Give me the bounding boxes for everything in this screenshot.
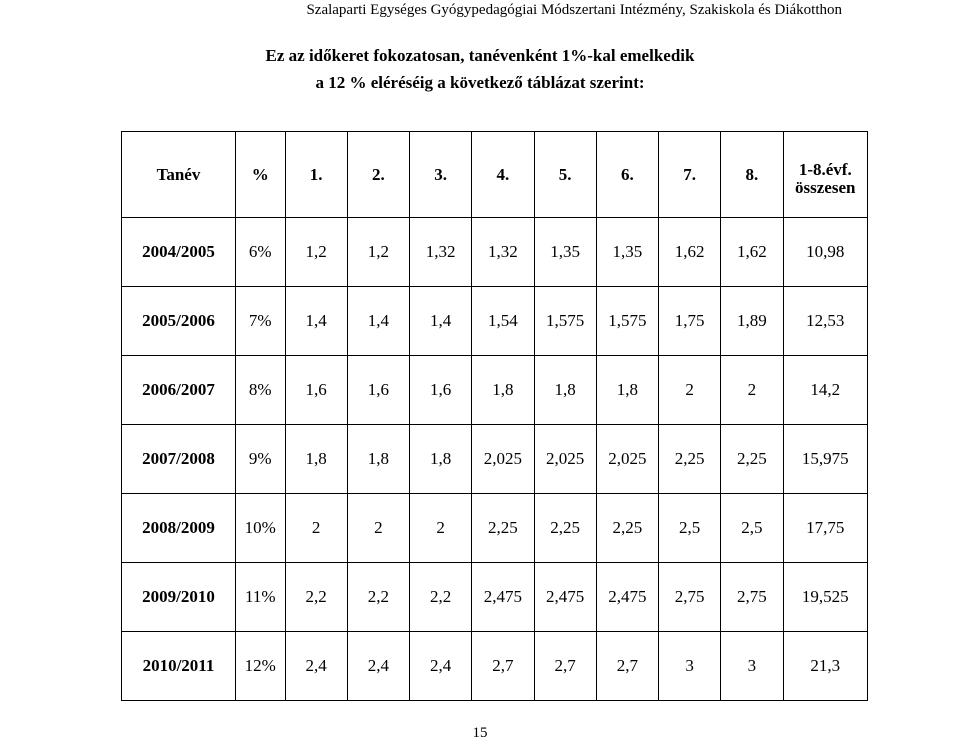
percent-cell: 7% (235, 287, 285, 356)
value-cell: 2,4 (410, 632, 472, 701)
table-row (122, 632, 868, 701)
total-cell: 17,75 (783, 494, 867, 563)
intro-text (0, 42, 960, 96)
intro-line-1: Ez az időkeret fokozatosan, tanévenként 1%-kal emelkedik (265, 46, 695, 65)
value-cell: 1,4 (410, 287, 472, 356)
value-cell: 2 (410, 494, 472, 563)
value-cell: 2,4 (285, 632, 347, 701)
value-cell: 1,4 (285, 287, 347, 356)
value-cell: 2,5 (721, 494, 783, 563)
header-total-line-2: összesen (795, 177, 856, 197)
total-cell: 21,3 (783, 632, 867, 701)
header-cell: 2. (347, 132, 409, 218)
value-cell: 1,2 (285, 218, 347, 287)
value-cell: 2,475 (596, 563, 658, 632)
value-cell: 1,6 (410, 356, 472, 425)
percent-cell: 10% (235, 494, 285, 563)
total-cell: 10,98 (783, 218, 867, 287)
value-cell: 2,2 (347, 563, 409, 632)
header-cell: 1. (285, 132, 347, 218)
value-cell: 1,6 (347, 356, 409, 425)
value-cell: 3 (659, 632, 721, 701)
year-cell: 2007/2008 (122, 425, 236, 494)
value-cell: 1,75 (659, 287, 721, 356)
value-cell: 2,025 (472, 425, 534, 494)
total-cell: 19,525 (783, 563, 867, 632)
table-row (122, 218, 868, 287)
header-total-line-1: 1-8.évf. (798, 159, 852, 179)
value-cell: 1,2 (347, 218, 409, 287)
total-cell: 14,2 (783, 356, 867, 425)
total-cell: 12,53 (783, 287, 867, 356)
header-cell: 6. (596, 132, 658, 218)
value-cell: 2,25 (596, 494, 658, 563)
value-cell: 2,2 (410, 563, 472, 632)
value-cell: 1,32 (472, 218, 534, 287)
header-cell: 8. (721, 132, 783, 218)
value-cell: 1,35 (596, 218, 658, 287)
year-cell: 2004/2005 (122, 218, 236, 287)
value-cell: 2,25 (472, 494, 534, 563)
value-cell: 2,4 (347, 632, 409, 701)
value-cell: 1,89 (721, 287, 783, 356)
intro-line-2: a 12 % eléréséig a következő táblázat szerint: (315, 73, 645, 92)
value-cell: 1,575 (534, 287, 596, 356)
table-row (122, 563, 868, 632)
table-header-row (122, 132, 868, 218)
value-cell: 1,8 (285, 425, 347, 494)
value-cell: 2,7 (596, 632, 658, 701)
table-row (122, 356, 868, 425)
header-cell: Tanév (122, 132, 236, 218)
value-cell: 2,25 (534, 494, 596, 563)
value-cell: 1,6 (285, 356, 347, 425)
header-cell-total (783, 132, 867, 218)
value-cell: 1,32 (410, 218, 472, 287)
value-cell: 2,475 (472, 563, 534, 632)
value-cell: 1,8 (410, 425, 472, 494)
value-cell: 2,025 (596, 425, 658, 494)
year-cell: 2005/2006 (122, 287, 236, 356)
value-cell: 1,8 (472, 356, 534, 425)
page-header: Szalaparti Egységes Gyógypedagógiai Módszertani Intézmény, Szakiskola és Diákotthon (306, 2, 842, 18)
value-cell: 2,5 (659, 494, 721, 563)
value-cell: 2,475 (534, 563, 596, 632)
value-cell: 2,25 (721, 425, 783, 494)
value-cell: 2 (285, 494, 347, 563)
header-cell: 3. (410, 132, 472, 218)
header-cell: 4. (472, 132, 534, 218)
header-cell: 5. (534, 132, 596, 218)
value-cell: 1,62 (721, 218, 783, 287)
percent-cell: 11% (235, 563, 285, 632)
allocation-table (121, 131, 868, 701)
year-cell: 2010/2011 (122, 632, 236, 701)
table-row (122, 287, 868, 356)
page-number: 15 (472, 725, 488, 741)
value-cell: 1,62 (659, 218, 721, 287)
value-cell: 1,35 (534, 218, 596, 287)
value-cell: 2 (659, 356, 721, 425)
value-cell: 1,8 (534, 356, 596, 425)
header-cell: 7. (659, 132, 721, 218)
value-cell: 2,7 (472, 632, 534, 701)
value-cell: 2,75 (721, 563, 783, 632)
percent-cell: 9% (235, 425, 285, 494)
year-cell: 2008/2009 (122, 494, 236, 563)
total-cell: 15,975 (783, 425, 867, 494)
value-cell: 1,8 (347, 425, 409, 494)
value-cell: 2,75 (659, 563, 721, 632)
value-cell: 3 (721, 632, 783, 701)
year-cell: 2009/2010 (122, 563, 236, 632)
value-cell: 2,025 (534, 425, 596, 494)
value-cell: 2,2 (285, 563, 347, 632)
percent-cell: 12% (235, 632, 285, 701)
value-cell: 1,575 (596, 287, 658, 356)
value-cell: 2,7 (534, 632, 596, 701)
table-row (122, 494, 868, 563)
percent-cell: 6% (235, 218, 285, 287)
value-cell: 2 (347, 494, 409, 563)
year-cell: 2006/2007 (122, 356, 236, 425)
value-cell: 2,25 (659, 425, 721, 494)
value-cell: 1,8 (596, 356, 658, 425)
value-cell: 1,54 (472, 287, 534, 356)
header-cell: % (235, 132, 285, 218)
value-cell: 1,4 (347, 287, 409, 356)
table-row (122, 425, 868, 494)
percent-cell: 8% (235, 356, 285, 425)
value-cell: 2 (721, 356, 783, 425)
